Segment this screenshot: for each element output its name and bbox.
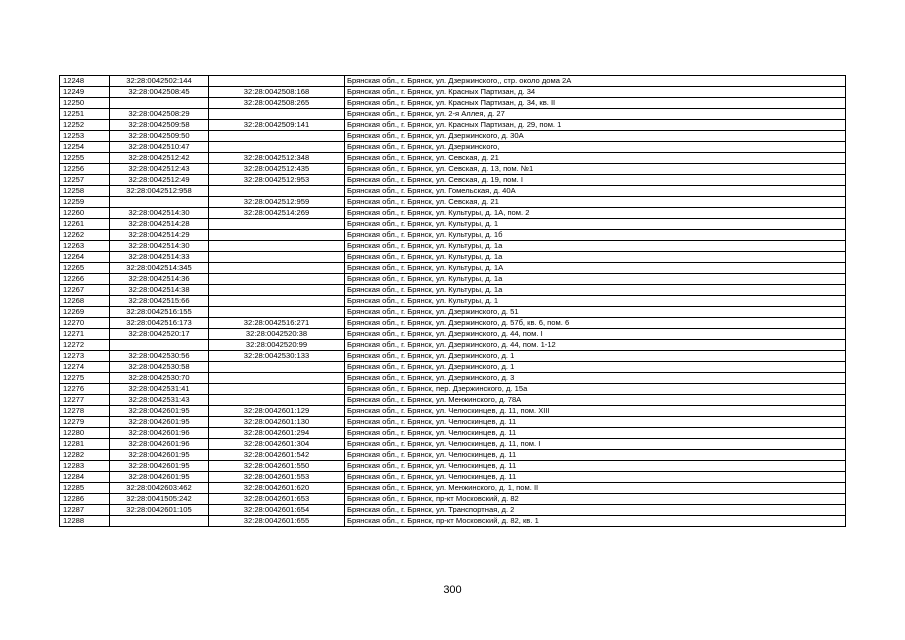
row-number-cell: 12269 — [60, 307, 110, 318]
land-cadastral-number-cell: 32:28:0042516:173 — [110, 318, 209, 329]
land-cadastral-number-cell: 32:28:0042601:105 — [110, 505, 209, 516]
table-row — [60, 87, 846, 98]
row-number-cell: 12248 — [60, 76, 110, 87]
row-number-cell: 12286 — [60, 494, 110, 505]
address-cell: Брянская обл., г. Брянск, ул. Менжинского, д. 78А — [345, 395, 846, 406]
land-cadastral-number-cell: 32:28:0042514:345 — [110, 263, 209, 274]
building-cadastral-number-cell: 32:28:0042530:133 — [209, 351, 345, 362]
building-cadastral-number-cell — [209, 263, 345, 274]
land-cadastral-number-cell: 32:28:0042509:50 — [110, 131, 209, 142]
row-number-cell: 12279 — [60, 417, 110, 428]
building-cadastral-number-cell: 32:28:0042601:304 — [209, 439, 345, 450]
building-cadastral-number-cell: 32:28:0042601:620 — [209, 483, 345, 494]
row-number-cell: 12256 — [60, 164, 110, 175]
building-cadastral-number-cell — [209, 274, 345, 285]
building-cadastral-number-cell: 32:28:0042514:269 — [209, 208, 345, 219]
address-cell: Брянская обл., г. Брянск, ул. Челюскинцев, д. 11, пом. I — [345, 439, 846, 450]
building-cadastral-number-cell: 32:28:0042520:99 — [209, 340, 345, 351]
land-cadastral-number-cell: 32:28:0042601:96 — [110, 439, 209, 450]
building-cadastral-number-cell: 32:28:0042601:294 — [209, 428, 345, 439]
building-cadastral-number-cell — [209, 307, 345, 318]
row-number-cell: 12281 — [60, 439, 110, 450]
building-cadastral-number-cell: 32:28:0042601:130 — [209, 417, 345, 428]
land-cadastral-number-cell — [110, 340, 209, 351]
table-row — [60, 494, 846, 505]
land-cadastral-number-cell: 32:28:0042520:17 — [110, 329, 209, 340]
land-cadastral-number-cell: 32:28:0042508:45 — [110, 87, 209, 98]
land-cadastral-number-cell: 32:28:0041505:242 — [110, 494, 209, 505]
land-cadastral-number-cell: 32:28:0042531:43 — [110, 395, 209, 406]
building-cadastral-number-cell — [209, 131, 345, 142]
row-number-cell: 12285 — [60, 483, 110, 494]
land-cadastral-number-cell — [110, 197, 209, 208]
address-cell: Брянская обл., г. Брянск, ул. Культуры, д. 1а — [345, 252, 846, 263]
table-row — [60, 340, 846, 351]
building-cadastral-number-cell: 32:28:0042601:542 — [209, 450, 345, 461]
building-cadastral-number-cell — [209, 109, 345, 120]
row-number-cell: 12255 — [60, 153, 110, 164]
row-number-cell: 12271 — [60, 329, 110, 340]
address-cell: Брянская обл., г. Брянск, ул. Челюскинцев, д. 11 — [345, 461, 846, 472]
table-row — [60, 362, 846, 373]
building-cadastral-number-cell: 32:28:0042601:553 — [209, 472, 345, 483]
building-cadastral-number-cell: 32:28:0042520:38 — [209, 329, 345, 340]
row-number-cell: 12263 — [60, 241, 110, 252]
building-cadastral-number-cell: 32:28:0042516:271 — [209, 318, 345, 329]
building-cadastral-number-cell — [209, 230, 345, 241]
table-row — [60, 230, 846, 241]
row-number-cell: 12287 — [60, 505, 110, 516]
land-cadastral-number-cell: 32:28:0042510:47 — [110, 142, 209, 153]
row-number-cell: 12275 — [60, 373, 110, 384]
address-cell: Брянская обл., г. Брянск, ул. Челюскинцев, д. 11, пом. XIII — [345, 406, 846, 417]
building-cadastral-number-cell — [209, 395, 345, 406]
building-cadastral-number-cell — [209, 373, 345, 384]
land-cadastral-number-cell: 32:28:0042601:96 — [110, 428, 209, 439]
table-row — [60, 98, 846, 109]
row-number-cell: 12273 — [60, 351, 110, 362]
land-cadastral-number-cell: 32:28:0042515:66 — [110, 296, 209, 307]
address-cell: Брянская обл., г. Брянск, ул. Транспортная, д. 2 — [345, 505, 846, 516]
address-cell: Брянская обл., г. Брянск, ул. Дзержинского, д. 44, пом. 1-12 — [345, 340, 846, 351]
land-cadastral-number-cell: 32:28:0042514:30 — [110, 241, 209, 252]
building-cadastral-number-cell: 32:28:0042601:654 — [209, 505, 345, 516]
land-cadastral-number-cell: 32:28:0042516:155 — [110, 307, 209, 318]
building-cadastral-number-cell — [209, 241, 345, 252]
address-cell: Брянская обл., г. Брянск, ул. Красных Партизан, д. 29, пом. 1 — [345, 120, 846, 131]
table-row — [60, 483, 846, 494]
row-number-cell: 12267 — [60, 285, 110, 296]
table-row — [60, 384, 846, 395]
address-cell: Брянская обл., г. Брянск, ул. Культуры, д. 1а — [345, 285, 846, 296]
land-cadastral-number-cell: 32:28:0042601:95 — [110, 472, 209, 483]
address-cell: Брянская обл., г. Брянск, ул. Дзержинского, — [345, 142, 846, 153]
address-cell: Брянская обл., г. Брянск, ул. Красных Партизан, д. 34 — [345, 87, 846, 98]
row-number-cell: 12254 — [60, 142, 110, 153]
address-cell: Брянская обл., г. Брянск, ул. Культуры, д. 1 — [345, 296, 846, 307]
land-cadastral-number-cell: 32:28:0042530:58 — [110, 362, 209, 373]
table-row — [60, 252, 846, 263]
table-row — [60, 395, 846, 406]
table-row — [60, 274, 846, 285]
table-row — [60, 296, 846, 307]
building-cadastral-number-cell: 32:28:0042512:953 — [209, 175, 345, 186]
land-cadastral-number-cell: 32:28:0042531:41 — [110, 384, 209, 395]
building-cadastral-number-cell — [209, 142, 345, 153]
table-row — [60, 439, 846, 450]
address-cell: Брянская обл., г. Брянск, ул. Культуры, д. 1а — [345, 241, 846, 252]
table-row — [60, 351, 846, 362]
building-cadastral-number-cell: 32:28:0042508:265 — [209, 98, 345, 109]
row-number-cell: 12249 — [60, 87, 110, 98]
row-number-cell: 12257 — [60, 175, 110, 186]
address-cell: Брянская обл., г. Брянск, ул. Гомельская, д. 40А — [345, 186, 846, 197]
row-number-cell: 12277 — [60, 395, 110, 406]
land-cadastral-number-cell: 32:28:0042509:58 — [110, 120, 209, 131]
address-cell: Брянская обл., г. Брянск, пр-кт Московский, д. 82, кв. 1 — [345, 516, 846, 527]
address-cell: Брянская обл., г. Брянск, пер. Дзержинского, д. 15а — [345, 384, 846, 395]
table-row — [60, 472, 846, 483]
building-cadastral-number-cell — [209, 384, 345, 395]
land-cadastral-number-cell: 32:28:0042514:29 — [110, 230, 209, 241]
row-number-cell: 12251 — [60, 109, 110, 120]
row-number-cell: 12288 — [60, 516, 110, 527]
row-number-cell: 12268 — [60, 296, 110, 307]
address-cell: Брянская обл., г. Брянск, ул. Дзержинского, д. 51 — [345, 307, 846, 318]
building-cadastral-number-cell: 32:28:0042601:129 — [209, 406, 345, 417]
building-cadastral-number-cell: 32:28:0042601:550 — [209, 461, 345, 472]
address-cell: Брянская обл., г. Брянск, ул. Культуры, д. 1А — [345, 263, 846, 274]
land-cadastral-number-cell: 32:28:0042601:95 — [110, 450, 209, 461]
land-cadastral-number-cell: 32:28:0042530:56 — [110, 351, 209, 362]
table-row — [60, 153, 846, 164]
land-cadastral-number-cell: 32:28:0042508:29 — [110, 109, 209, 120]
land-cadastral-number-cell: 32:28:0042514:33 — [110, 252, 209, 263]
building-cadastral-number-cell — [209, 285, 345, 296]
row-number-cell: 12280 — [60, 428, 110, 439]
address-cell: Брянская обл., г. Брянск, ул. Севская, д. 21 — [345, 197, 846, 208]
address-cell: Брянская обл., г. Брянск, ул. Красных Партизан, д. 34, кв. II — [345, 98, 846, 109]
land-cadastral-number-cell: 32:28:0042514:28 — [110, 219, 209, 230]
land-cadastral-number-cell: 32:28:0042514:38 — [110, 285, 209, 296]
address-cell: Брянская обл., г. Брянск, ул. Челюскинцев, д. 11 — [345, 417, 846, 428]
row-number-cell: 12259 — [60, 197, 110, 208]
address-cell: Брянская обл., г. Брянск, ул. Севская, д. 19, пом. I — [345, 175, 846, 186]
land-cadastral-number-cell: 32:28:0042601:95 — [110, 406, 209, 417]
land-cadastral-number-cell: 32:28:0042601:95 — [110, 417, 209, 428]
table-row — [60, 142, 846, 153]
address-cell: Брянская обл., г. Брянск, ул. Севская, д. 13, пом. №1 — [345, 164, 846, 175]
table-row — [60, 329, 846, 340]
table-row — [60, 285, 846, 296]
address-cell: Брянская обл., г. Брянск, ул. Дзержинского, д. 30А — [345, 131, 846, 142]
register-body — [60, 76, 846, 527]
land-cadastral-number-cell: 32:28:0042512:49 — [110, 175, 209, 186]
address-cell: Брянская обл., г. Брянск, ул. Дзержинского,, стр. около дома 2А — [345, 76, 846, 87]
row-number-cell: 12261 — [60, 219, 110, 230]
row-number-cell: 12276 — [60, 384, 110, 395]
address-cell: Брянская обл., г. Брянск, ул. Дзержинского, д. 57б, кв. 6, пом. 6 — [345, 318, 846, 329]
row-number-cell: 12282 — [60, 450, 110, 461]
table-row — [60, 318, 846, 329]
building-cadastral-number-cell: 32:28:0042601:655 — [209, 516, 345, 527]
address-cell: Брянская обл., г. Брянск, ул. Челюскинцев, д. 11 — [345, 428, 846, 439]
address-cell: Брянская обл., г. Брянск, ул. Дзержинского, д. 1 — [345, 351, 846, 362]
table-row — [60, 175, 846, 186]
table-row — [60, 516, 846, 527]
table-row — [60, 131, 846, 142]
row-number-cell: 12278 — [60, 406, 110, 417]
row-number-cell: 12272 — [60, 340, 110, 351]
row-number-cell: 12258 — [60, 186, 110, 197]
building-cadastral-number-cell — [209, 186, 345, 197]
building-cadastral-number-cell: 32:28:0042509:141 — [209, 120, 345, 131]
row-number-cell: 12264 — [60, 252, 110, 263]
address-cell: Брянская обл., г. Брянск, ул. Челюскинцев, д. 11 — [345, 472, 846, 483]
row-number-cell: 12260 — [60, 208, 110, 219]
table-row — [60, 109, 846, 120]
table-row — [60, 208, 846, 219]
land-cadastral-number-cell: 32:28:0042512:43 — [110, 164, 209, 175]
table-row — [60, 219, 846, 230]
land-cadastral-number-cell: 32:28:0042601:95 — [110, 461, 209, 472]
address-cell: Брянская обл., г. Брянск, пр-кт Московский, д. 82 — [345, 494, 846, 505]
table-row — [60, 450, 846, 461]
building-cadastral-number-cell — [209, 76, 345, 87]
address-cell: Брянская обл., г. Брянск, ул. Челюскинцев, д. 11 — [345, 450, 846, 461]
building-cadastral-number-cell — [209, 252, 345, 263]
row-number-cell: 12274 — [60, 362, 110, 373]
address-cell: Брянская обл., г. Брянск, ул. Дзержинского, д. 44, пом. I — [345, 329, 846, 340]
building-cadastral-number-cell — [209, 219, 345, 230]
row-number-cell: 12284 — [60, 472, 110, 483]
table-row — [60, 505, 846, 516]
land-cadastral-number-cell: 32:28:0042514:30 — [110, 208, 209, 219]
row-number-cell: 12265 — [60, 263, 110, 274]
table-row — [60, 417, 846, 428]
table-row — [60, 428, 846, 439]
land-cadastral-number-cell — [110, 516, 209, 527]
address-cell: Брянская обл., г. Брянск, ул. 2-я Аллея, д. 27 — [345, 109, 846, 120]
row-number-cell: 12283 — [60, 461, 110, 472]
land-cadastral-number-cell: 32:28:0042603:462 — [110, 483, 209, 494]
row-number-cell: 12252 — [60, 120, 110, 131]
row-number-cell: 12253 — [60, 131, 110, 142]
building-cadastral-number-cell: 32:28:0042601:653 — [209, 494, 345, 505]
table-row — [60, 164, 846, 175]
table-row — [60, 197, 846, 208]
building-cadastral-number-cell: 32:28:0042512:959 — [209, 197, 345, 208]
building-cadastral-number-cell — [209, 362, 345, 373]
building-cadastral-number-cell — [209, 296, 345, 307]
address-cell: Брянская обл., г. Брянск, ул. Дзержинского, д. 1 — [345, 362, 846, 373]
address-cell: Брянская обл., г. Брянск, ул. Культуры, д. 1А, пом. 2 — [345, 208, 846, 219]
building-cadastral-number-cell: 32:28:0042512:435 — [209, 164, 345, 175]
table-row — [60, 307, 846, 318]
table-row — [60, 76, 846, 87]
land-cadastral-number-cell: 32:28:0042502:144 — [110, 76, 209, 87]
table-row — [60, 406, 846, 417]
address-cell: Брянская обл., г. Брянск, ул. Культуры, д. 1б — [345, 230, 846, 241]
property-register-table — [59, 75, 846, 527]
row-number-cell: 12266 — [60, 274, 110, 285]
building-cadastral-number-cell: 32:28:0042508:168 — [209, 87, 345, 98]
address-cell: Брянская обл., г. Брянск, ул. Культуры, д. 1а — [345, 274, 846, 285]
land-cadastral-number-cell: 32:28:0042514:36 — [110, 274, 209, 285]
land-cadastral-number-cell: 32:28:0042512:42 — [110, 153, 209, 164]
table-row — [60, 461, 846, 472]
table-row — [60, 186, 846, 197]
land-cadastral-number-cell: 32:28:0042512:958 — [110, 186, 209, 197]
row-number-cell: 12250 — [60, 98, 110, 109]
land-cadastral-number-cell: 32:28:0042530:70 — [110, 373, 209, 384]
building-cadastral-number-cell: 32:28:0042512:348 — [209, 153, 345, 164]
address-cell: Брянская обл., г. Брянск, ул. Менжинского, д. 1, пом. II — [345, 483, 846, 494]
table-row — [60, 120, 846, 131]
table-row — [60, 241, 846, 252]
land-cadastral-number-cell — [110, 98, 209, 109]
address-cell: Брянская обл., г. Брянск, ул. Культуры, д. 1 — [345, 219, 846, 230]
table-row — [60, 263, 846, 274]
address-cell: Брянская обл., г. Брянск, ул. Севская, д. 21 — [345, 153, 846, 164]
address-cell: Брянская обл., г. Брянск, ул. Дзержинского, д. 3 — [345, 373, 846, 384]
table-row — [60, 373, 846, 384]
row-number-cell: 12270 — [60, 318, 110, 329]
row-number-cell: 12262 — [60, 230, 110, 241]
page-number: 300 — [443, 584, 462, 596]
